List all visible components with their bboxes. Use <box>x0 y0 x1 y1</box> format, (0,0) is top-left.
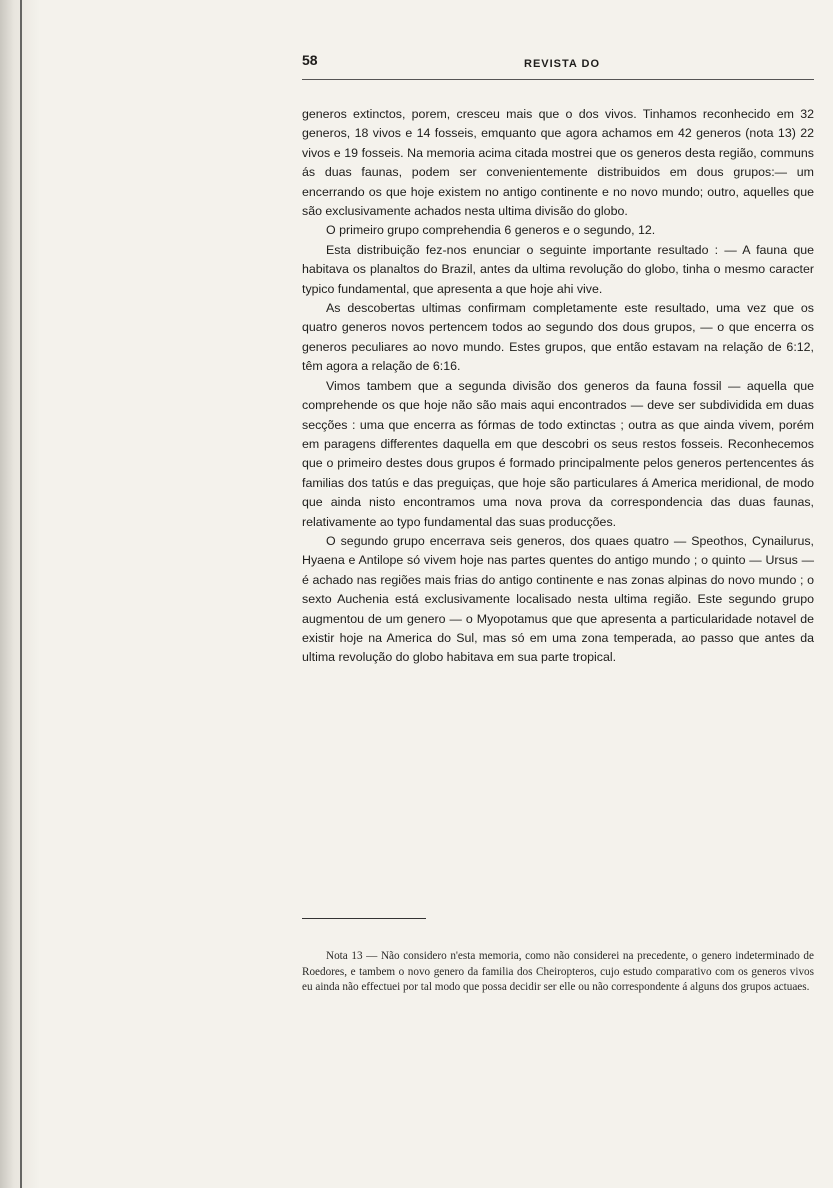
binding-line <box>20 0 22 1188</box>
body-text <box>302 105 814 668</box>
paragraph: generos extinctos, porem, cresceu mais que o dos vivos. Tinhamos reconhecido em 32 generos, 18 vivos e 14 fosseis, emquanto que agora achamos em 42 generos (nota 13) 22 vivos e 19 fosseis. Na memoria acima citada mostrei que os generos desta região, communs ás duas faunas, podem ser convenientemente distribuidos em dous grupos:— um encerrando os que hoje existem no antigo continente e no novo mundo; outro, aquelles que são exclusivamente achados nesta ultima divisão do globo. <box>302 107 814 219</box>
paragraph: Vimos tambem que a segunda divisão dos generos da fauna fossil — aquella que comprehende os que hoje não são mais aqui encontrados — deve ser subdividida em duas secções : uma que encerra as fórmas de todo extinctas ; outra as que ainda vivem, porém em paragens differentes daquella em que descobri os seus restos fosseis. Reconhecemos que o primeiro destes dous grupos é formado principalmente pelos generos pertencentes ás familias dos tatús e das preguiças, que hoje são particulares á America meridional, de modo que ainda nisto encontramos uma nova prova da correspondencia das duas faunas, relativamente ao typo fundamental das suas producções. <box>302 378 814 529</box>
page-number: 58 <box>302 52 318 68</box>
page-header <box>302 52 814 74</box>
paragraph: O segundo grupo encerrava seis generos, dos quaes quatro — Speothos, Cynailurus, Hyaena e Antilope só vivem hoje nas partes quentes do antigo mundo ; o quinto — Ursus — é achado nas regiões mais frias do antigo continente e nas zonas alpinas do novo mundo ; o sexto Auchenia está exclusivamente localisado nesta ultima região. Este segundo grupo augmentou de um genero — o Myopotamus que que apresenta a particularidade notavel de existir hoje na America do Sul, mas só em uma zona temperada, ao passo que antes da ultima revolução do globo habitava em sua parte tropical. <box>302 533 814 665</box>
book-page <box>302 52 814 994</box>
paragraph: Esta distribuição fez-nos enunciar o seguinte importante resultado : — A fauna que habitava os planaltos do Brazil, antes da ultima revolução do globo, tinha o mesmo caracter typico fundamental, que apresenta a que hoje ahi vive. <box>302 242 814 296</box>
footnote: Nota 13 — Não considero n'esta memoria, como não considerei na precedente, o genero indeterminado de Roedores, e tambem o novo genero da familia dos Cheiropteros, cujo estudo comparativo com os generos vivos eu ainda não effectuei por tal modo que possa decidir ser elle ou não correspondente á alguns dos grupos actuaes. <box>302 950 814 994</box>
footnote-rule <box>302 918 426 919</box>
paragraph: O primeiro grupo comprehendia 6 generos e o segundo, 12. <box>326 223 656 238</box>
running-head: REVISTA DO <box>524 58 601 70</box>
paragraph: As descobertas ultimas confirmam completamente este resultado, uma vez que os quatro generos novos pertencem todos ao segundo dos dous grupos, — o que encerra os generos peculiares ao novo mundo. Estes grupos, que então estavam na relação de 6:12, têm agora a relação de 6:16. <box>302 301 814 374</box>
header-rule <box>302 79 814 80</box>
